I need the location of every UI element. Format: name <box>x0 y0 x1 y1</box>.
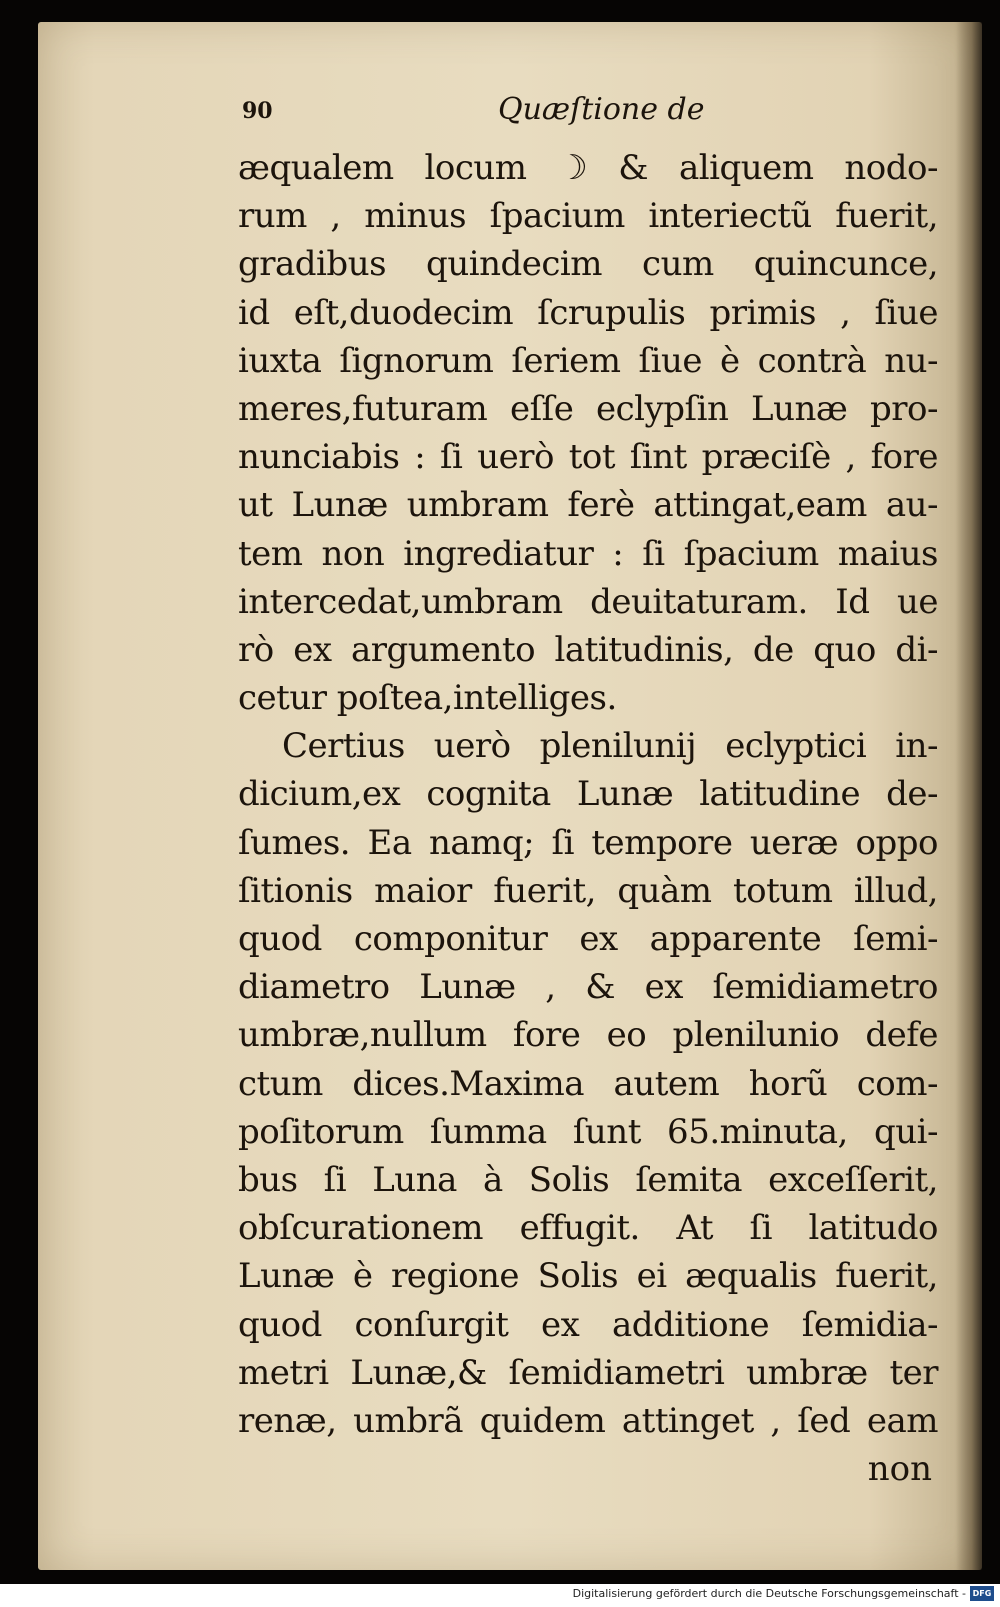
text-line: rò ex argumento latitudinis, de quo di- <box>238 629 938 670</box>
text-line: intercedat,umbram deuitaturam. Id ue <box>238 581 938 622</box>
text-line: iuxta ſignorum ſeriem ſiue è contrà nu- <box>238 340 938 381</box>
text-line: obſcurationem effugit. At ſi latitudo <box>238 1208 938 1249</box>
text-line: rum , minus ſpacium interiectũ fuerit, <box>238 196 938 237</box>
catchword: non <box>867 1449 932 1490</box>
text-line: renæ, umbrã quidem attinget , ſed eam <box>238 1400 938 1441</box>
text-line: ctum dices.Maxima autem horũ com- <box>238 1063 938 1104</box>
text-line: quod conſurgit ex additione ſemidia- <box>238 1304 938 1345</box>
text-block <box>238 90 938 1493</box>
book-page <box>38 22 982 1570</box>
folio-number: 90 <box>242 98 273 124</box>
text-line: diametro Lunæ , & ex ſemidiametro <box>238 967 938 1008</box>
text-line: Lunæ è regione Solis ei æqualis fuerit, <box>238 1256 938 1297</box>
text-line: cetur poſtea,intelliges. <box>238 678 617 719</box>
text-line: ſitionis maior fuerit, quàm totum illud, <box>238 870 938 911</box>
text-line: umbræ,nullum fore eo plenilunio defe <box>238 1015 938 1056</box>
text-line: metri Lunæ,& ſemidiametri umbræ ter <box>238 1352 938 1393</box>
footer-bar <box>0 1584 1000 1607</box>
text-line: dicium,ex cognita Lunæ latitudine de- <box>238 774 938 815</box>
footer-credit: Digitalisierung gefördert durch die Deutsche Forschungsgemeinschaft - <box>572 1587 966 1600</box>
text-line: gradibus quindecim cum quincunce, <box>238 244 938 285</box>
page-header <box>238 90 938 144</box>
text-line: poſitorum ſumma ſunt 65.minuta, qui- <box>238 1111 938 1152</box>
text-line: æqualem locum ☽ & aliquem nodo- <box>238 148 938 188</box>
text-line: meres,futuram eſſe eclypſin Lunæ pro- <box>238 388 938 429</box>
text-line: nunciabis : ſi uerò tot ſint præciſè , fore <box>238 437 938 478</box>
text-line: Certius uerò plenilunij eclyptici in- <box>282 726 938 767</box>
text-line: bus ſi Luna à Solis ſemita exceſſerit, <box>238 1159 938 1200</box>
text-line: id eſt,duodecim ſcrupulis primis , ſiue <box>238 292 938 333</box>
page-gutter-shadow <box>956 22 982 1570</box>
dfg-logo: DFG <box>970 1586 994 1601</box>
body-text <box>238 144 938 1445</box>
text-line: ut Lunæ umbram ferè attingat,eam au- <box>238 485 938 526</box>
text-line: quod componitur ex apparente ſemi- <box>238 919 938 959</box>
running-head: Quæſtione de <box>498 92 705 127</box>
text-line: ſumes. Ea namq; ſi tempore ueræ oppo <box>238 822 938 863</box>
text-line: tem non ingrediatur : ſi ſpacium maius <box>238 533 938 574</box>
